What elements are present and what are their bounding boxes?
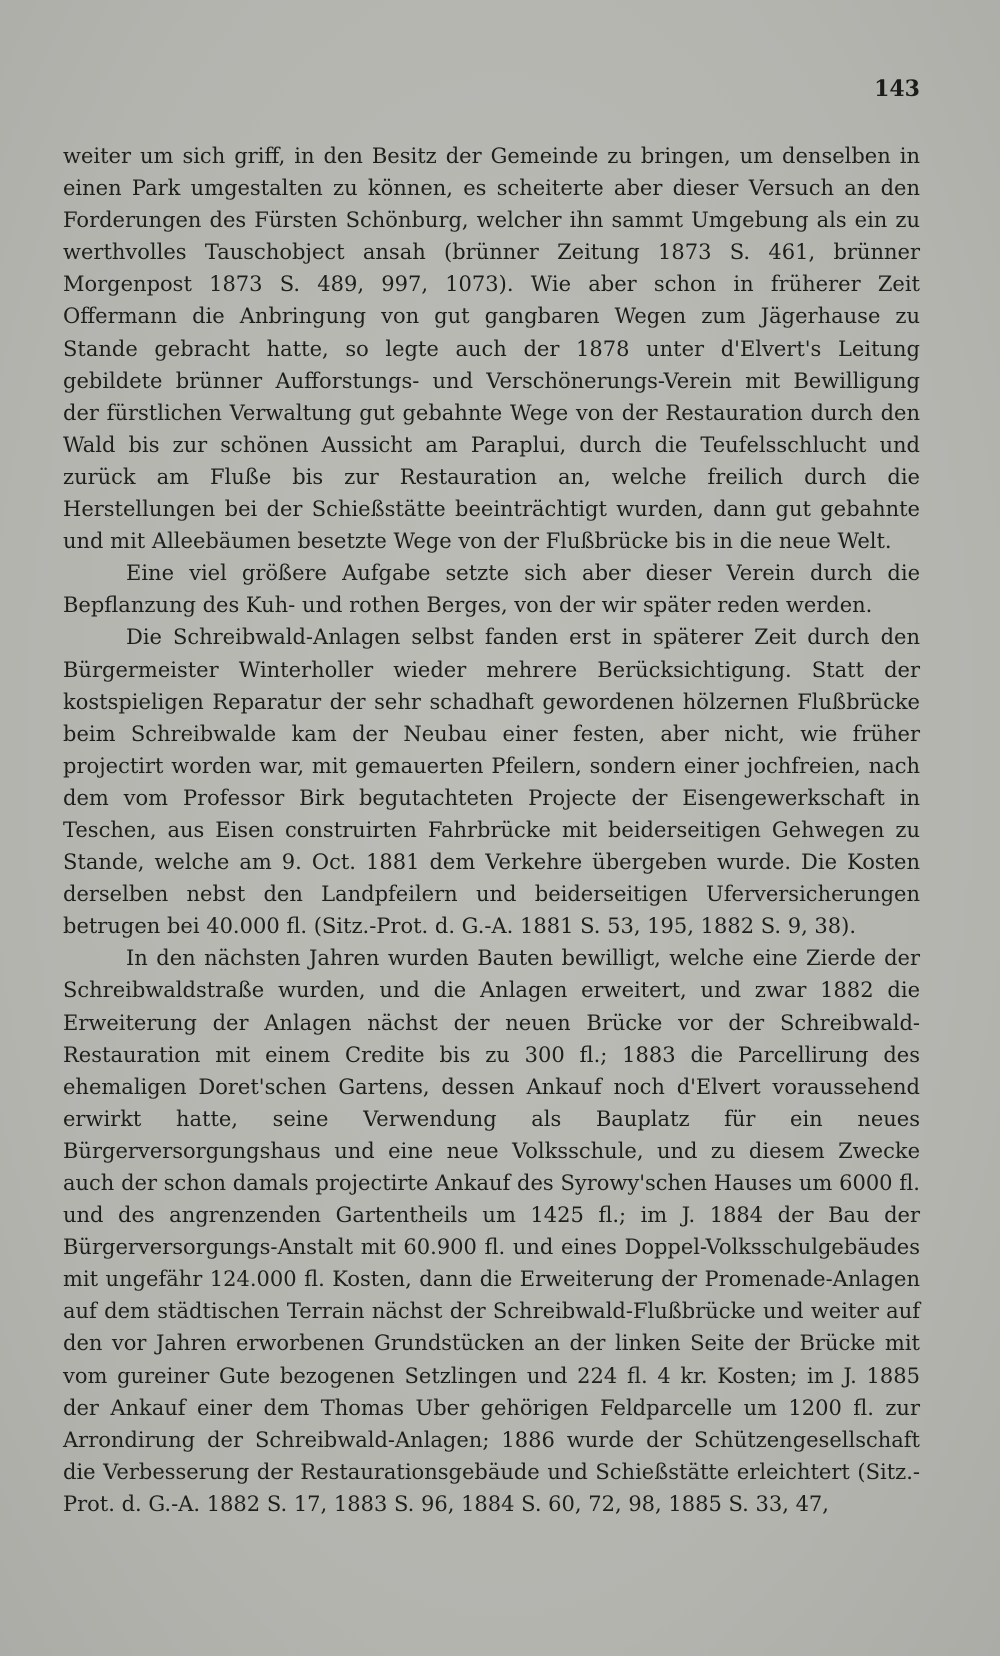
- page-number: 143: [874, 76, 920, 102]
- body-text: [63, 140, 920, 1520]
- paragraph-2: Eine viel größere Aufgabe setzte sich aber dieser Verein durch die Bepflanzung des Kuh- und rothen Berges, von der wir später reden werden.: [63, 561, 920, 618]
- paragraph-4: In den nächsten Jahren wurden Bauten bewilligt, welche eine Zierde der Schreibwaldstraße wurden, und die Anlagen erweitert, und zwar 1882 die Erweiterung der Anlagen nächst der neuen Brücke vor der Schreibwald-Restauration mit einem Credite bis zu 300 fl.; 1883 die Parcellirung des ehemaligen Doret'schen Gartens, dessen Ankauf noch d'Elvert voraussehend erwirkt hatte, seine Verwendung als Bauplatz für ein neues Bürgerversorgungshaus und eine neue Volksschule, und zu diesem Zwecke auch der schon damals projectirte Ankauf des Syrowy'schen Hauses um 6000 fl. und des angrenzenden Gartentheils um 1425 fl.; im J. 1884 der Bau der Bürgerversorgungs-Anstalt mit 60.900 fl. und eines Doppel-Volksschulgebäudes mit ungefähr 124.000 fl. Kosten, dann die Erweiterung der Promenade-Anlagen auf dem städtischen Terrain nächst der Schreibwald-Flußbrücke und weiter auf den vor Jahren erworbenen Grundstücken an der linken Seite der Brücke mit vom gureiner Gute bezogenen Setzlingen und 224 fl. 4 kr. Kosten; im J. 1885 der Ankauf einer dem Thomas Uber gehörigen Feldparcelle um 1200 fl. zur Arrondirung der Schreibwald-Anlagen; 1886 wurde der Schützengesellschaft die Verbesserung der Restaurationsgebäude und Schießstätte erleichtert (Sitz.-Prot. d. G.-A. 1882 S. 17, 1883 S. 96, 1884 S. 60, 72, 98, 1885 S. 33, 47,: [63, 946, 920, 1516]
- paragraph-1: weiter um sich griff, in den Besitz der Gemeinde zu bringen, um denselben in einen Park umgestalten zu können, es scheiterte aber dieser Versuch an den Forderungen des Fürsten Schönburg, welcher ihn sammt Umgebung als ein zu werthvolles Tauschobject ansah (brünner Zeitung 1873 S. 461, brünner Morgenpost 1873 S. 489, 997, 1073). Wie aber schon in früherer Zeit Offermann die Anbringung von gut gangbaren Wegen zum Jägerhause zu Stande gebracht hatte, so legte auch der 1878 unter d'Elvert's Leitung gebildete brünner Aufforstungs- und Verschönerungs-Verein mit Bewilligung der fürstlichen Verwaltung gut gebahnte Wege von der Restauration durch den Wald bis zur schönen Aussicht am Paraplui, durch die Teufelsschlucht und zurück am Fluße bis zur Restauration an, welche freilich durch die Herstellungen bei der Schießstätte beeinträchtigt wurden, dann gut gebahnte und mit Alleebäumen besetzte Wege von der Flußbrücke bis in die neue Welt.: [63, 144, 920, 554]
- paragraph-3: Die Schreibwald-Anlagen selbst fanden erst in späterer Zeit durch den Bürgermeister Winterholler wieder mehrere Berücksichtigung. Statt der kostspieligen Reparatur der sehr schadhaft gewordenen hölzernen Flußbrücke beim Schreibwalde kam der Neubau einer festen, aber nicht, wie früher projectirt worden war, mit gemauerten Pfeilern, sondern einer jochfreien, nach dem vom Professor Birk begutachteten Projecte der Eisengewerkschaft in Teschen, aus Eisen construirten Fahrbrücke mit beiderseitigen Gehwegen zu Stande, welche am 9. Oct. 1881 dem Verkehre übergeben wurde. Die Kosten derselben nebst den Landpfeilern und beiderseitigen Uferversicherungen betrugen bei 40.000 fl. (Sitz.-Prot. d. G.-A. 1881 S. 53, 195, 1882 S. 9, 38).: [63, 625, 920, 939]
